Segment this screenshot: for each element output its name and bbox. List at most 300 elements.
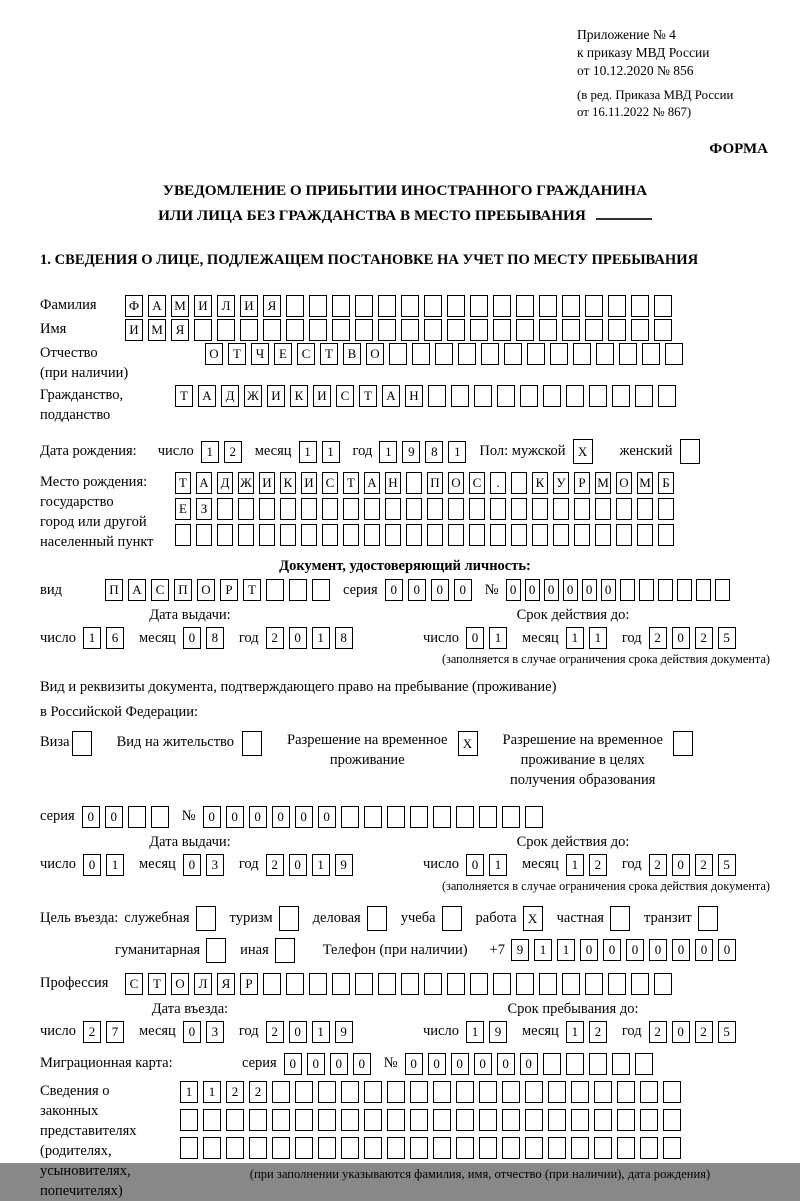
form-cell[interactable]: С	[151, 579, 169, 601]
form-cell[interactable]: 1	[106, 854, 124, 876]
form-cell[interactable]	[175, 524, 191, 546]
form-cell[interactable]	[242, 731, 262, 756]
form-cell[interactable]: С	[297, 343, 315, 365]
form-cell[interactable]: 1	[180, 1081, 198, 1103]
form-cell[interactable]: О	[171, 973, 189, 995]
form-cell[interactable]: 0	[466, 854, 484, 876]
form-cell[interactable]	[180, 1137, 198, 1159]
form-cell[interactable]	[493, 319, 511, 341]
form-cell[interactable]: .	[490, 472, 506, 494]
form-cell[interactable]	[548, 1081, 566, 1103]
form-cell[interactable]: 5	[718, 854, 736, 876]
form-cell[interactable]	[502, 1081, 520, 1103]
form-cell[interactable]: О	[448, 472, 464, 494]
form-cell[interactable]: Я	[217, 973, 235, 995]
form-cell[interactable]: Т	[359, 385, 377, 407]
form-cell[interactable]: 0	[318, 806, 336, 828]
form-cell[interactable]	[322, 524, 338, 546]
doc-issue-year-cells[interactable]	[266, 627, 358, 649]
form-cell[interactable]: Р	[574, 472, 590, 494]
form-cell[interactable]: И	[313, 385, 331, 407]
form-cell[interactable]: 0	[408, 579, 426, 601]
form-cell[interactable]	[532, 524, 548, 546]
form-cell[interactable]: 1	[466, 1021, 484, 1043]
form-cell[interactable]	[594, 1137, 612, 1159]
form-cell[interactable]	[596, 343, 614, 365]
form-cell[interactable]	[571, 1109, 589, 1131]
form-cell[interactable]: 9	[402, 441, 420, 463]
form-cell[interactable]	[410, 806, 428, 828]
form-cell[interactable]: 0	[105, 806, 123, 828]
form-cell[interactable]	[364, 1137, 382, 1159]
purpose-work-checkbox[interactable]	[523, 906, 548, 931]
form-cell[interactable]	[196, 524, 212, 546]
form-cell[interactable]: С	[469, 472, 485, 494]
form-cell[interactable]: 0	[451, 1053, 469, 1075]
sex-female-checkbox[interactable]	[680, 439, 705, 464]
form-cell[interactable]	[433, 1109, 451, 1131]
form-cell[interactable]	[217, 524, 233, 546]
form-cell[interactable]	[410, 1081, 428, 1103]
form-cell[interactable]	[387, 1109, 405, 1131]
form-cell[interactable]	[619, 343, 637, 365]
form-cell[interactable]	[355, 973, 373, 995]
form-cell[interactable]: Ф	[125, 295, 143, 317]
form-cell[interactable]	[263, 319, 281, 341]
form-cell[interactable]	[663, 1109, 681, 1131]
form-cell[interactable]	[539, 319, 557, 341]
form-cell[interactable]	[238, 524, 254, 546]
form-cell[interactable]	[677, 579, 692, 601]
form-cell[interactable]: Т	[320, 343, 338, 365]
form-cell[interactable]: 1	[534, 939, 552, 961]
birth-month-cells[interactable]	[299, 441, 345, 463]
form-cell[interactable]: 0	[649, 939, 667, 961]
form-cell[interactable]	[543, 385, 561, 407]
form-cell[interactable]	[272, 1109, 290, 1131]
birthplace-cells-row3[interactable]	[175, 524, 679, 546]
form-cell[interactable]: Л	[217, 295, 235, 317]
form-cell[interactable]	[433, 1137, 451, 1159]
form-cell[interactable]: 1	[312, 854, 330, 876]
form-cell[interactable]	[295, 1109, 313, 1131]
form-cell[interactable]	[520, 385, 538, 407]
permit-valid-day-cells[interactable]	[466, 854, 512, 876]
form-cell[interactable]: 2	[649, 627, 667, 649]
form-cell[interactable]	[502, 1109, 520, 1131]
form-cell[interactable]	[470, 973, 488, 995]
form-cell[interactable]	[289, 579, 307, 601]
form-cell[interactable]	[442, 906, 462, 931]
form-cell[interactable]	[631, 295, 649, 317]
form-cell[interactable]	[341, 806, 359, 828]
form-cell[interactable]: 0	[672, 939, 690, 961]
form-cell[interactable]: 0	[295, 806, 313, 828]
form-cell[interactable]	[275, 938, 295, 963]
form-cell[interactable]	[550, 343, 568, 365]
form-cell[interactable]	[206, 938, 226, 963]
form-cell[interactable]	[635, 1053, 653, 1075]
form-cell[interactable]	[286, 973, 304, 995]
form-cell[interactable]	[318, 1109, 336, 1131]
form-cell[interactable]	[249, 1137, 267, 1159]
form-cell[interactable]: И	[194, 295, 212, 317]
form-cell[interactable]: 0	[544, 579, 559, 601]
form-cell[interactable]	[539, 295, 557, 317]
form-cell[interactable]	[673, 731, 693, 756]
form-cell[interactable]	[180, 1109, 198, 1131]
form-cell[interactable]	[259, 498, 275, 520]
form-cell[interactable]	[640, 1081, 658, 1103]
stay-day-cells[interactable]	[466, 1021, 512, 1043]
form-cell[interactable]	[401, 295, 419, 317]
form-cell[interactable]	[658, 385, 676, 407]
form-cell[interactable]	[378, 973, 396, 995]
form-cell[interactable]: Е	[175, 498, 191, 520]
form-cell[interactable]	[72, 731, 92, 756]
form-cell[interactable]: М	[637, 472, 653, 494]
form-cell[interactable]	[566, 385, 584, 407]
form-cell[interactable]	[639, 579, 654, 601]
form-cell[interactable]	[516, 973, 534, 995]
form-cell[interactable]	[573, 343, 591, 365]
form-cell[interactable]: Я	[263, 295, 281, 317]
form-cell[interactable]: Н	[385, 472, 401, 494]
form-cell[interactable]: 1	[589, 627, 607, 649]
form-cell[interactable]	[249, 1109, 267, 1131]
form-cell[interactable]	[401, 319, 419, 341]
form-cell[interactable]	[654, 319, 672, 341]
form-cell[interactable]	[295, 1081, 313, 1103]
form-cell[interactable]	[364, 1081, 382, 1103]
form-cell[interactable]	[658, 498, 674, 520]
guardians-cells-row2[interactable]	[180, 1109, 780, 1131]
form-cell[interactable]: А	[196, 472, 212, 494]
form-cell[interactable]	[585, 319, 603, 341]
form-cell[interactable]: 0	[454, 579, 472, 601]
form-cell[interactable]	[654, 295, 672, 317]
form-cell[interactable]: Т	[175, 385, 193, 407]
form-cell[interactable]: 9	[511, 939, 529, 961]
form-cell[interactable]	[263, 973, 281, 995]
form-cell[interactable]: 2	[589, 854, 607, 876]
form-cell[interactable]: О	[197, 579, 215, 601]
permit-number-cells[interactable]	[203, 806, 548, 828]
form-cell[interactable]: 9	[489, 1021, 507, 1043]
form-cell[interactable]: 1	[566, 627, 584, 649]
form-cell[interactable]: 0	[672, 627, 690, 649]
form-cell[interactable]	[616, 524, 632, 546]
form-cell[interactable]	[696, 579, 711, 601]
form-cell[interactable]: 2	[695, 854, 713, 876]
form-cell[interactable]	[715, 579, 730, 601]
form-cell[interactable]	[470, 319, 488, 341]
form-cell[interactable]	[663, 1081, 681, 1103]
form-cell[interactable]: 0	[307, 1053, 325, 1075]
migcard-series-cells[interactable]	[284, 1053, 376, 1075]
form-cell[interactable]: 1	[489, 854, 507, 876]
doc-issue-month-cells[interactable]	[183, 627, 229, 649]
form-cell[interactable]	[635, 385, 653, 407]
form-cell[interactable]: 0	[284, 1053, 302, 1075]
form-cell[interactable]: А	[148, 295, 166, 317]
form-cell[interactable]: Ж	[244, 385, 262, 407]
form-cell[interactable]	[387, 1137, 405, 1159]
form-cell[interactable]	[196, 906, 216, 931]
form-cell[interactable]	[456, 1109, 474, 1131]
form-cell[interactable]: А	[198, 385, 216, 407]
form-cell[interactable]: П	[174, 579, 192, 601]
form-cell[interactable]	[470, 295, 488, 317]
form-cell[interactable]	[266, 579, 284, 601]
form-cell[interactable]: И	[125, 319, 143, 341]
form-cell[interactable]: 1	[448, 441, 466, 463]
form-cell[interactable]: 1	[489, 627, 507, 649]
purpose-tourism-checkbox[interactable]	[279, 906, 304, 931]
form-cell[interactable]	[367, 906, 387, 931]
form-cell[interactable]	[378, 319, 396, 341]
form-cell[interactable]	[640, 1137, 658, 1159]
form-cell[interactable]: 0	[580, 939, 598, 961]
form-cell[interactable]: М	[171, 295, 189, 317]
form-cell[interactable]	[428, 385, 446, 407]
purpose-business-checkbox[interactable]	[367, 906, 392, 931]
form-cell[interactable]	[490, 498, 506, 520]
form-cell[interactable]: 6	[106, 627, 124, 649]
form-cell[interactable]: 8	[425, 441, 443, 463]
form-cell[interactable]	[493, 295, 511, 317]
form-cell[interactable]: 1	[312, 627, 330, 649]
form-cell[interactable]: 2	[83, 1021, 101, 1043]
form-cell[interactable]	[387, 1081, 405, 1103]
form-cell[interactable]	[525, 1137, 543, 1159]
form-cell[interactable]	[539, 973, 557, 995]
form-cell[interactable]	[497, 385, 515, 407]
form-cell[interactable]: С	[322, 472, 338, 494]
form-cell[interactable]: 2	[224, 441, 242, 463]
form-cell[interactable]: 0	[506, 579, 521, 601]
form-cell[interactable]	[456, 806, 474, 828]
form-cell[interactable]	[301, 498, 317, 520]
form-cell[interactable]	[562, 973, 580, 995]
permit-valid-month-cells[interactable]	[566, 854, 612, 876]
form-cell[interactable]	[322, 498, 338, 520]
form-cell[interactable]: Н	[405, 385, 423, 407]
form-cell[interactable]: 0	[431, 579, 449, 601]
form-cell[interactable]: 8	[335, 627, 353, 649]
form-cell[interactable]: 0	[83, 854, 101, 876]
form-cell[interactable]	[502, 806, 520, 828]
form-cell[interactable]	[447, 319, 465, 341]
form-cell[interactable]: Б	[658, 472, 674, 494]
form-cell[interactable]	[427, 524, 443, 546]
migcard-number-cells[interactable]	[405, 1053, 658, 1075]
form-cell[interactable]	[272, 1081, 290, 1103]
form-cell[interactable]	[527, 343, 545, 365]
form-cell[interactable]	[332, 319, 350, 341]
form-cell[interactable]	[309, 295, 327, 317]
form-cell[interactable]: Т	[343, 472, 359, 494]
form-cell[interactable]: К	[280, 472, 296, 494]
visa-checkbox[interactable]	[72, 731, 97, 756]
form-cell[interactable]	[447, 295, 465, 317]
form-cell[interactable]	[571, 1081, 589, 1103]
form-cell[interactable]	[680, 439, 700, 464]
form-cell[interactable]	[240, 319, 258, 341]
form-cell[interactable]	[562, 319, 580, 341]
form-cell[interactable]	[447, 973, 465, 995]
form-cell[interactable]: С	[125, 973, 143, 995]
form-cell[interactable]	[343, 498, 359, 520]
form-cell[interactable]: Т	[243, 579, 261, 601]
form-cell[interactable]: 0	[405, 1053, 423, 1075]
form-cell[interactable]	[616, 498, 632, 520]
form-cell[interactable]	[479, 806, 497, 828]
form-cell[interactable]: 0	[626, 939, 644, 961]
form-cell[interactable]	[504, 343, 522, 365]
entry-year-cells[interactable]	[266, 1021, 358, 1043]
form-cell[interactable]: 0	[718, 939, 736, 961]
form-cell[interactable]	[226, 1137, 244, 1159]
purpose-study-checkbox[interactable]	[442, 906, 467, 931]
form-cell[interactable]	[481, 343, 499, 365]
entry-month-cells[interactable]	[183, 1021, 229, 1043]
form-cell[interactable]	[589, 385, 607, 407]
form-cell[interactable]	[151, 806, 169, 828]
form-cell[interactable]: 0	[474, 1053, 492, 1075]
form-cell[interactable]	[548, 1137, 566, 1159]
form-cell[interactable]	[532, 498, 548, 520]
form-cell[interactable]	[448, 524, 464, 546]
form-cell[interactable]	[203, 1109, 221, 1131]
doc-type-cells[interactable]	[105, 579, 335, 601]
form-cell[interactable]	[456, 1081, 474, 1103]
form-cell[interactable]: X	[573, 439, 593, 464]
form-cell[interactable]	[341, 1081, 359, 1103]
permit-issue-month-cells[interactable]	[183, 854, 229, 876]
form-cell[interactable]	[640, 1109, 658, 1131]
form-cell[interactable]	[343, 524, 359, 546]
form-cell[interactable]: 8	[206, 627, 224, 649]
form-cell[interactable]	[406, 472, 422, 494]
form-cell[interactable]	[280, 524, 296, 546]
form-cell[interactable]: 2	[266, 854, 284, 876]
form-cell[interactable]	[548, 1109, 566, 1131]
surname-cells[interactable]	[125, 295, 677, 317]
form-cell[interactable]: О	[616, 472, 632, 494]
form-cell[interactable]: 0	[183, 1021, 201, 1043]
edu-residence-checkbox[interactable]	[673, 731, 698, 756]
form-cell[interactable]	[364, 524, 380, 546]
form-cell[interactable]: Т	[148, 973, 166, 995]
form-cell[interactable]	[511, 472, 527, 494]
form-cell[interactable]	[355, 319, 373, 341]
form-cell[interactable]: Т	[228, 343, 246, 365]
form-cell[interactable]	[128, 806, 146, 828]
form-cell[interactable]	[617, 1109, 635, 1131]
form-cell[interactable]: 0	[385, 579, 403, 601]
purpose-private-checkbox[interactable]	[610, 906, 635, 931]
form-cell[interactable]	[594, 1081, 612, 1103]
permit-issue-year-cells[interactable]	[266, 854, 358, 876]
form-cell[interactable]: 1	[299, 441, 317, 463]
form-cell[interactable]	[332, 295, 350, 317]
form-cell[interactable]	[511, 498, 527, 520]
form-cell[interactable]: 0	[249, 806, 267, 828]
form-cell[interactable]	[301, 524, 317, 546]
form-cell[interactable]	[341, 1137, 359, 1159]
form-cell[interactable]: О	[366, 343, 384, 365]
purpose-official-checkbox[interactable]	[196, 906, 221, 931]
form-cell[interactable]: 1	[322, 441, 340, 463]
form-cell[interactable]	[474, 385, 492, 407]
form-cell[interactable]	[610, 906, 630, 931]
form-cell[interactable]	[608, 973, 626, 995]
form-cell[interactable]	[511, 524, 527, 546]
form-cell[interactable]: 0	[289, 627, 307, 649]
form-cell[interactable]: И	[267, 385, 285, 407]
form-cell[interactable]	[612, 1053, 630, 1075]
form-cell[interactable]	[355, 295, 373, 317]
form-cell[interactable]: 2	[695, 1021, 713, 1043]
form-cell[interactable]	[608, 295, 626, 317]
form-cell[interactable]: П	[105, 579, 123, 601]
form-cell[interactable]: С	[336, 385, 354, 407]
form-cell[interactable]: 1	[566, 1021, 584, 1043]
doc-valid-year-cells[interactable]	[649, 627, 741, 649]
form-cell[interactable]	[620, 579, 635, 601]
form-cell[interactable]: 0	[183, 627, 201, 649]
form-cell[interactable]: З	[196, 498, 212, 520]
form-cell[interactable]	[427, 498, 443, 520]
form-cell[interactable]: И	[240, 295, 258, 317]
form-cell[interactable]	[631, 973, 649, 995]
form-cell[interactable]: 1	[201, 441, 219, 463]
form-cell[interactable]	[259, 524, 275, 546]
form-cell[interactable]	[574, 524, 590, 546]
form-cell[interactable]: 5	[718, 627, 736, 649]
form-cell[interactable]: X	[523, 906, 543, 931]
form-cell[interactable]	[585, 295, 603, 317]
birthplace-cells-row2[interactable]	[175, 498, 679, 520]
form-cell[interactable]	[637, 524, 653, 546]
form-cell[interactable]: 0	[520, 1053, 538, 1075]
form-cell[interactable]: Ч	[251, 343, 269, 365]
form-cell[interactable]: 0	[289, 1021, 307, 1043]
form-cell[interactable]	[543, 1053, 561, 1075]
form-cell[interactable]	[553, 498, 569, 520]
doc-number-cells[interactable]	[506, 579, 734, 601]
form-cell[interactable]	[458, 343, 476, 365]
form-cell[interactable]	[469, 498, 485, 520]
form-cell[interactable]	[469, 524, 485, 546]
form-cell[interactable]: Р	[220, 579, 238, 601]
form-cell[interactable]	[456, 1137, 474, 1159]
form-cell[interactable]	[595, 498, 611, 520]
form-cell[interactable]	[401, 973, 419, 995]
form-cell[interactable]: А	[364, 472, 380, 494]
patronymic-cells[interactable]	[205, 343, 688, 365]
form-cell[interactable]	[617, 1137, 635, 1159]
form-cell[interactable]	[585, 973, 603, 995]
form-cell[interactable]	[493, 973, 511, 995]
form-cell[interactable]	[389, 343, 407, 365]
form-cell[interactable]	[406, 498, 422, 520]
form-cell[interactable]: 2	[649, 854, 667, 876]
form-cell[interactable]: 0	[497, 1053, 515, 1075]
doc-issue-day-cells[interactable]	[83, 627, 129, 649]
form-cell[interactable]: 1	[83, 627, 101, 649]
